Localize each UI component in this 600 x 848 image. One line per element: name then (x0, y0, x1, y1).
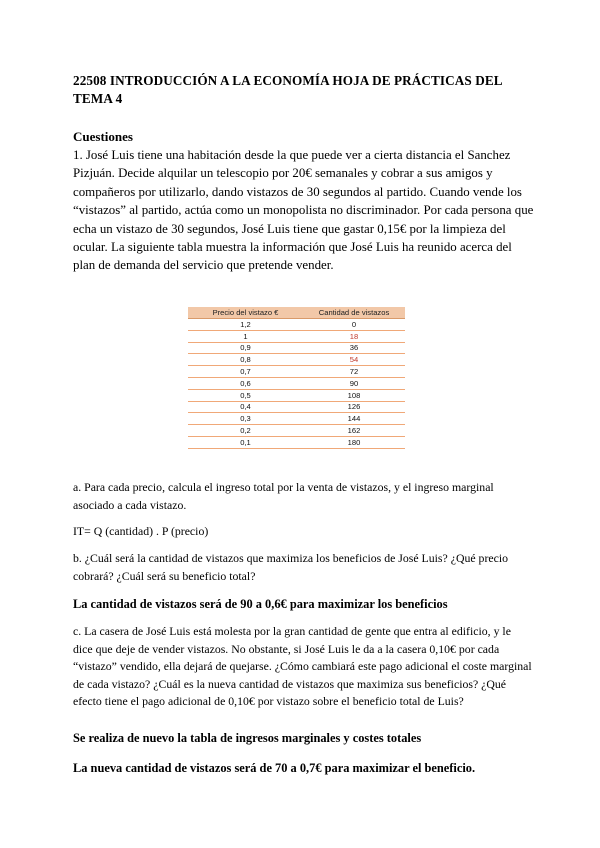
price-cell: 0,4 (188, 401, 303, 413)
table-row (188, 366, 405, 378)
part-a-text: a. Para cada precio, calcula el ingreso total por la venta de vistazos, y el ingreso marginal asociado a cada vistazo. (73, 480, 494, 512)
price-cell: 0,1 (188, 436, 303, 448)
quantity-cell: 108 (303, 389, 405, 401)
answer-b-text: La cantidad de vistazos será de 90 a 0,6€ para maximizar los beneficios (73, 597, 448, 611)
price-cell: 0,6 (188, 377, 303, 389)
table-header-quantity: Cantidad de vistazos (303, 307, 405, 319)
quantity-cell: 126 (303, 401, 405, 413)
table-row (188, 401, 405, 413)
quantity-cell: 0 (303, 319, 405, 331)
quantity-cell: 36 (303, 342, 405, 354)
part-c-text: c. La casera de José Luis está molesta por la gran cantidad de gente que entra al edificio, y le dice que deje de vender vistazos. No obstante, si José Luis le da a la casera 0,10€ por cada “vistazo” vendido, ella dejará de quejarse. ¿Cómo cambiará este pago adicional el coste marginal de cada vistazo? ¿Cuál es la nueva cantidad de vistazos que maximiza sus beneficios? ¿Qué efecto tiene el pago adicional de 0,10€ por vistazo sobre el beneficio total de Luis? (73, 624, 532, 708)
quantity-cell: 144 (303, 413, 405, 425)
price-cell: 0,2 (188, 425, 303, 437)
question-1-text: 1. José Luis tiene una habitación desde la que puede ver a cierta distancia el Sanchez Pizjuán. Decide alquilar un telescopio por 20€ semanales y cobrar a sus amigos y compañeros por utilizarlo, dando vistazos de 30 segundos al partido. Cuando vende los “vistazos” al partido, actúa como un monopolista no discriminador. Por cada persona que echa un vistazo de 30 segundos, José Luis tiene que gastar 0,15€ por la limpieza del ocular. La siguiente tabla muestra la información que José Luis ha reunido acerca del plan de demanda del servicio que pretende vender. (73, 148, 534, 273)
price-cell: 1 (188, 330, 303, 342)
table-row (188, 342, 405, 354)
quantity-cell: 72 (303, 366, 405, 378)
part-b-text: b. ¿Cuál será la cantidad de vistazos que maximiza los beneficios de José Luis? ¿Qué precio cobrará? ¿Cuál será su beneficio total? (73, 551, 509, 583)
table-row (188, 436, 405, 448)
quantity-cell: 90 (303, 377, 405, 389)
price-cell: 0,5 (188, 389, 303, 401)
quantity-cell: 162 (303, 425, 405, 437)
answer-c-note: Se realiza de nuevo la tabla de ingresos marginales y costes totales (73, 731, 422, 745)
table-row (188, 389, 405, 401)
price-cell: 0,9 (188, 342, 303, 354)
table-row (188, 354, 405, 366)
price-cell: 0,7 (188, 366, 303, 378)
price-cell: 0,8 (188, 354, 303, 366)
table-row (188, 330, 405, 342)
quantity-cell: 18 (303, 330, 405, 342)
table-row (188, 425, 405, 437)
answer-c-text: La nueva cantidad de vistazos será de 70 a 0,7€ para maximizar el beneficio. (73, 761, 476, 775)
document-title: 22508 INTRODUCCIÓN A LA ECONOMÍA HOJA DE PRÁCTICAS DEL TEMA 4 (73, 73, 502, 106)
section-heading: Cuestiones (73, 129, 133, 144)
price-cell: 1,2 (188, 319, 303, 331)
table-row (188, 413, 405, 425)
table-row (188, 377, 405, 389)
price-cell: 0,3 (188, 413, 303, 425)
table-row (188, 319, 405, 331)
quantity-cell: 54 (303, 354, 405, 366)
table-header-price: Precio del vistazo € (188, 307, 303, 319)
formula-text: IT= Q (cantidad) . P (precio) (73, 524, 209, 538)
quantity-cell: 180 (303, 436, 405, 448)
demand-table (188, 307, 405, 449)
